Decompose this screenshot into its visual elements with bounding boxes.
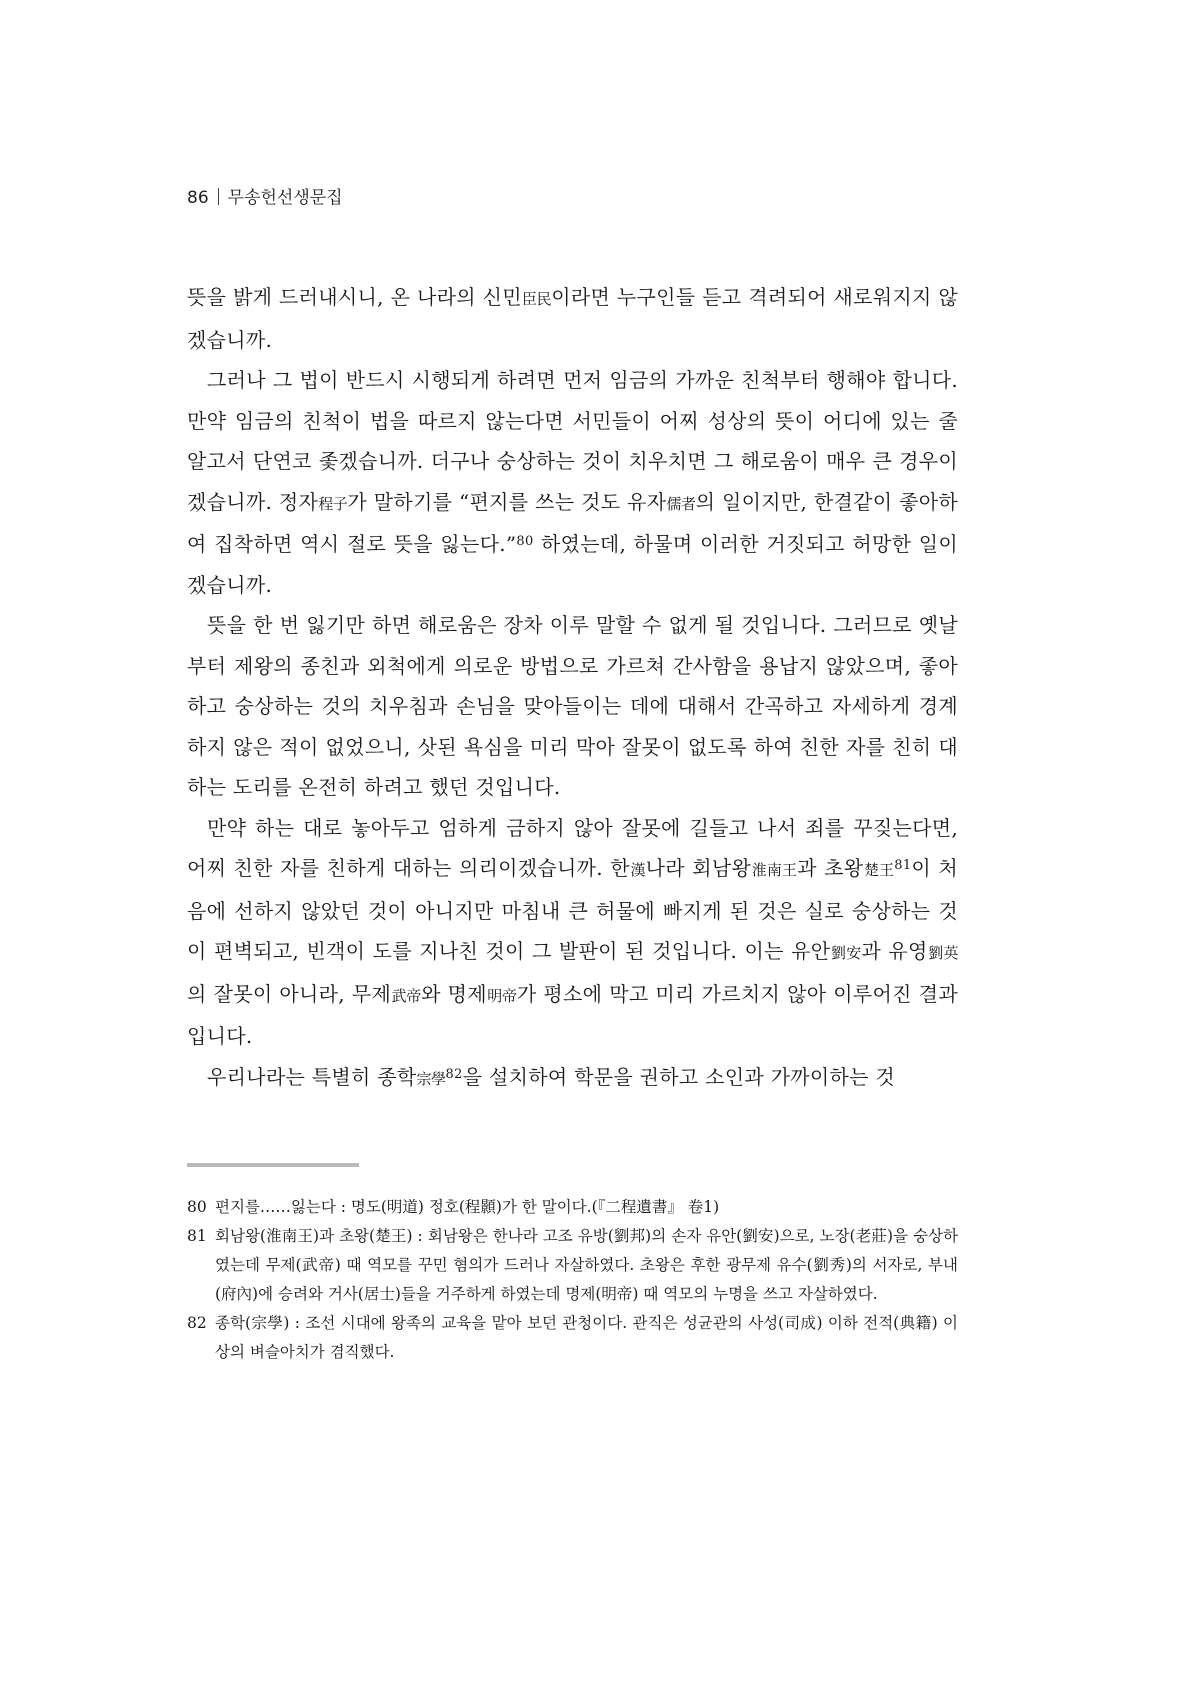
- body-paragraph: [187, 605, 958, 808]
- hanja-gloss: 漢: [629, 861, 646, 879]
- text-run: 하였는데, 하물며 이러한 거짓되고 허망한 일이겠습니까.: [187, 532, 958, 597]
- hanja-gloss: 劉安: [830, 944, 862, 962]
- footnote-item: [187, 1193, 958, 1222]
- hanja-gloss: 程子: [318, 494, 348, 513]
- hanja-gloss: 劉英: [927, 944, 958, 962]
- hanja-gloss: 武帝: [391, 986, 422, 1005]
- hanja-gloss: 臣民: [521, 290, 552, 308]
- text-run: 을 설치하여 학문을 권하고 소인과 가까이하는 것: [462, 1064, 896, 1089]
- text-run: 과 초왕: [797, 856, 864, 880]
- footnote-ref: 82: [445, 1066, 463, 1082]
- hanja-gloss: 宗學: [416, 1069, 446, 1088]
- footnote-text: 편지를……잃는다 : 명도(明道) 정호(程顥)가 한 말이다.(『二程遺書』 卷1): [215, 1198, 720, 1216]
- main-text: [187, 277, 958, 1099]
- text-run: 뜻을 한 번 잃기만 하면 해로움은 장차 이루 말할 수 없게 될 것입니다. 그러므로 옛날부터 제왕의 종친과 외척에게 의로운 방법으로 가르쳐 간사함을 용납지 않았으며, 좋아하고 숭상하는 것의 치우침과 손님을 맞아들이는 데에 대해서 간곡하고 자세하게 경계하지 않은 적이 없었으니, 삿된 욕심을 미리 막아 잘못이 없도록 하여 친한 자를 친히 대하는 도리를 온전히 하려고 했던 것입니다.: [187, 613, 958, 799]
- footnotes: [187, 1193, 958, 1367]
- text-run: 나라 회남왕: [645, 856, 752, 880]
- footnote-ref: 80: [516, 534, 534, 549]
- footnote-text: 회남왕(淮南王)과 초왕(楚王) : 회남왕은 한나라 고조 유방(劉邦)의 손자 유안(劉安)으로, 노장(老莊)을 숭상하였는데 무제(武帝) 때 역모를 꾸민 혐의가 드러나 자살하였다. 초왕은 후한 광무제 유수(劉秀)의 서자로, 부내(府內)에 승려와 거사(居士)들을 거주하게 하였는데 명제(明帝) 때 역모의 누명을 쓰고 자살하였다.: [215, 1227, 958, 1303]
- header-divider: [218, 188, 219, 205]
- text-run: 가 평소에 막고 미리 가르치지 않아 이루어진 결과입니다.: [187, 981, 958, 1048]
- text-run: 과 유영: [861, 939, 928, 963]
- footnote-number: 81: [187, 1227, 207, 1245]
- text-run: 가 말하기를 “편지를 쓰는 것도 유자: [347, 489, 667, 514]
- text-run: 만약 하는 대로 놓아두고 엄하게 금하지 않아 잘못에 길들고 나서 죄를 꾸짖는다면, 어찌 친한 자를 친하게 대하는 의리이겠습니까. 한: [187, 815, 958, 880]
- footnote-text: 종학(宗學) : 조선 시대에 왕족의 교육을 맡아 보던 관청이다. 관직은 성균관의 사성(司成) 이하 전적(典籍) 이상의 벼슬아치가 겸직했다.: [215, 1314, 958, 1361]
- text-run: 이 처음에 선하지 않았던 것이 아니지만 마침내 큰 허물에 빠지게 된 것은 실로 숭상하는 것이 편벽되고, 빈객이 도를 지나친 것이 그 발판이 된 것입니다. 이는 유안: [187, 856, 958, 963]
- text-run: 뜻을 밝게 드러내시니, 온 나라의 신민: [187, 285, 522, 309]
- text-run: 그러나 그 법이 반드시 시행되게 하려면 먼저 임금의 가까운 친척부터 행해야 합니다. 만약 임금의 친척이 법을 따르지 않는다면 서민들이 어찌 성상의 뜻이 어디에 있는 줄 알고서 단연코 좇겠습니까. 더구나 숭상하는 것이 치우치면 그 해로움이 매우 큰 경우이겠습니까. 정자: [187, 368, 958, 514]
- footnote-ref: 81: [894, 858, 912, 873]
- hanja-gloss: 儒者: [666, 494, 696, 513]
- text-run: 와 명제: [421, 981, 487, 1006]
- hanja-gloss: 楚王: [863, 861, 895, 879]
- page-number: 86: [187, 188, 209, 208]
- text-run: 이라면 누구인들 듣고 격려되어 새로워지지 않겠습니까.: [187, 285, 958, 352]
- body-paragraph: [187, 808, 958, 1057]
- body-paragraph: [187, 360, 958, 605]
- text-run: 의 일이지만, 한결같이 좋아하여 집착하면 역시 절로 뜻을 잃는다.”: [187, 489, 958, 556]
- footnote-item: [187, 1222, 958, 1309]
- text-run: 의 잘못이 아니라, 무제: [187, 981, 392, 1006]
- body-paragraph: [187, 277, 958, 360]
- footnote-separator: [187, 1163, 359, 1167]
- book-title: 무송헌선생문집: [227, 188, 343, 208]
- running-header: [187, 183, 343, 208]
- hanja-gloss: 明帝: [486, 986, 517, 1005]
- body-paragraph: [187, 1057, 958, 1100]
- footnote-item: [187, 1309, 958, 1367]
- footnote-number: 82: [187, 1314, 207, 1332]
- hanja-gloss: 淮南王: [751, 861, 798, 879]
- text-run: 우리나라는 특별히 종학: [207, 1064, 417, 1089]
- footnote-number: 80: [187, 1198, 207, 1216]
